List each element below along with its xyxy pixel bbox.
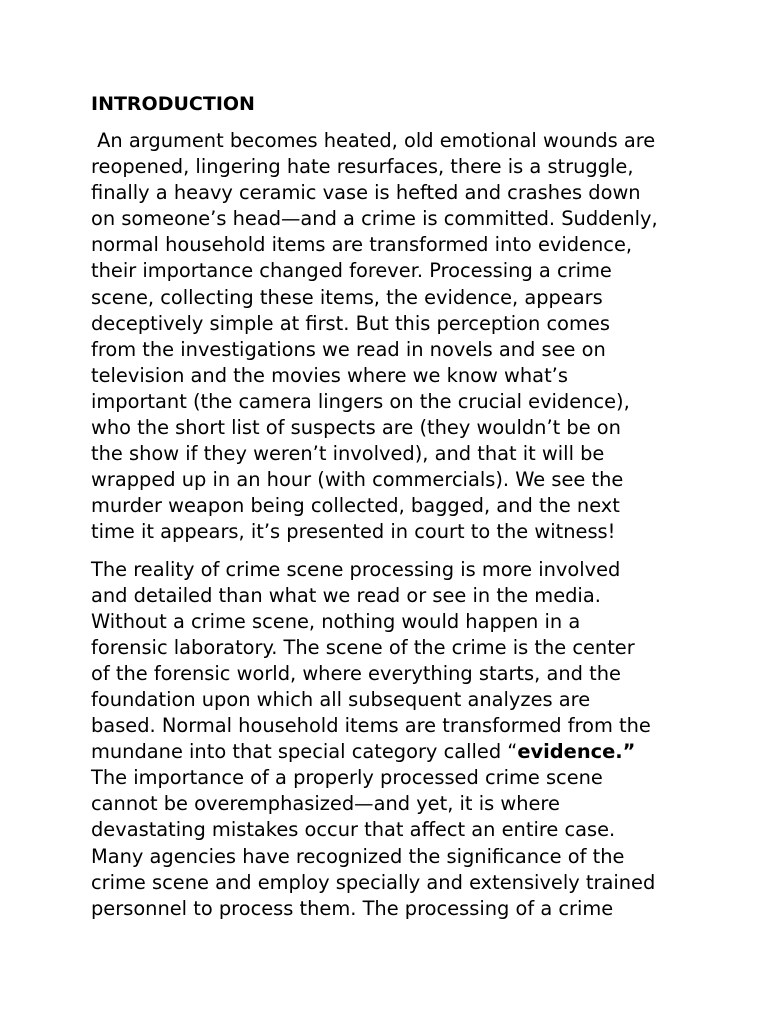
text-line: important (the camera lingers on the crucial evidence), [91,389,630,413]
section-heading: INTRODUCTION [91,93,255,115]
text-line: finally a heavy ceramic vase is hefted and crashes down [91,181,641,205]
paragraph-1 [91,128,691,546]
text-line: forensic laboratory. The scene of the crime is the center [91,635,635,659]
text-line: television and the movies where we know what’s [91,363,568,387]
text-line: devastating mistakes occur that affect an entire case. [91,818,616,842]
text-line: the show if they weren’t involved), and that it will be [91,442,605,466]
text-line: foundation upon which all subsequent analyzes are [91,687,591,711]
text-line: normal household items are transformed into evidence, [91,233,633,257]
text-line: Many agencies have recognized the significance of the [91,844,625,868]
text-line-emphasis [91,739,691,765]
text-line: of the forensic world, where everything starts, and the [91,661,621,685]
text-line: An argument becomes heated, old emotional wounds are [91,129,656,152]
text-line: their importance changed forever. Processing a crime [91,259,612,283]
text-line: The reality of crime scene processing is more involved [91,557,621,581]
text-line: Without a crime scene, nothing would happen in a [91,609,581,633]
text-line: The importance of a properly processed crime scene [91,766,603,790]
text-line: crime scene and employ specially and extensively trained [91,870,656,894]
text-line: and detailed than what we read or see in the media. [91,583,601,607]
paragraph-2 [91,557,691,922]
bold-term-evidence: evidence.” [517,740,636,764]
text-line: personnel to process them. The processing of a crime [91,896,614,920]
text-line: cannot be overemphasized—and yet, it is where [91,792,560,816]
text-line: deceptively simple at first. But this perception comes [91,311,610,335]
text-line: wrapped up in an hour (with commercials). We see the [91,468,624,492]
text-line: on someone’s head—and a crime is committed. Suddenly, [91,207,658,231]
text-line: reopened, lingering hate resurfaces, there is a struggle, [91,155,634,179]
text-line: based. Normal household items are transformed from the [91,714,651,738]
text-line: scene, collecting these items, the evidence, appears [91,285,603,309]
text-prefix: mundane into that special category called “ [91,740,518,764]
text-line: from the investigations we read in novels and see on [91,337,606,361]
text-line: murder weapon being collected, bagged, and the next [91,494,620,518]
document-page [91,90,691,922]
text-line: time it appears, it’s presented in court to the witness! [91,520,616,544]
text-line: who the short list of suspects are (they wouldn’t be on [91,416,621,440]
